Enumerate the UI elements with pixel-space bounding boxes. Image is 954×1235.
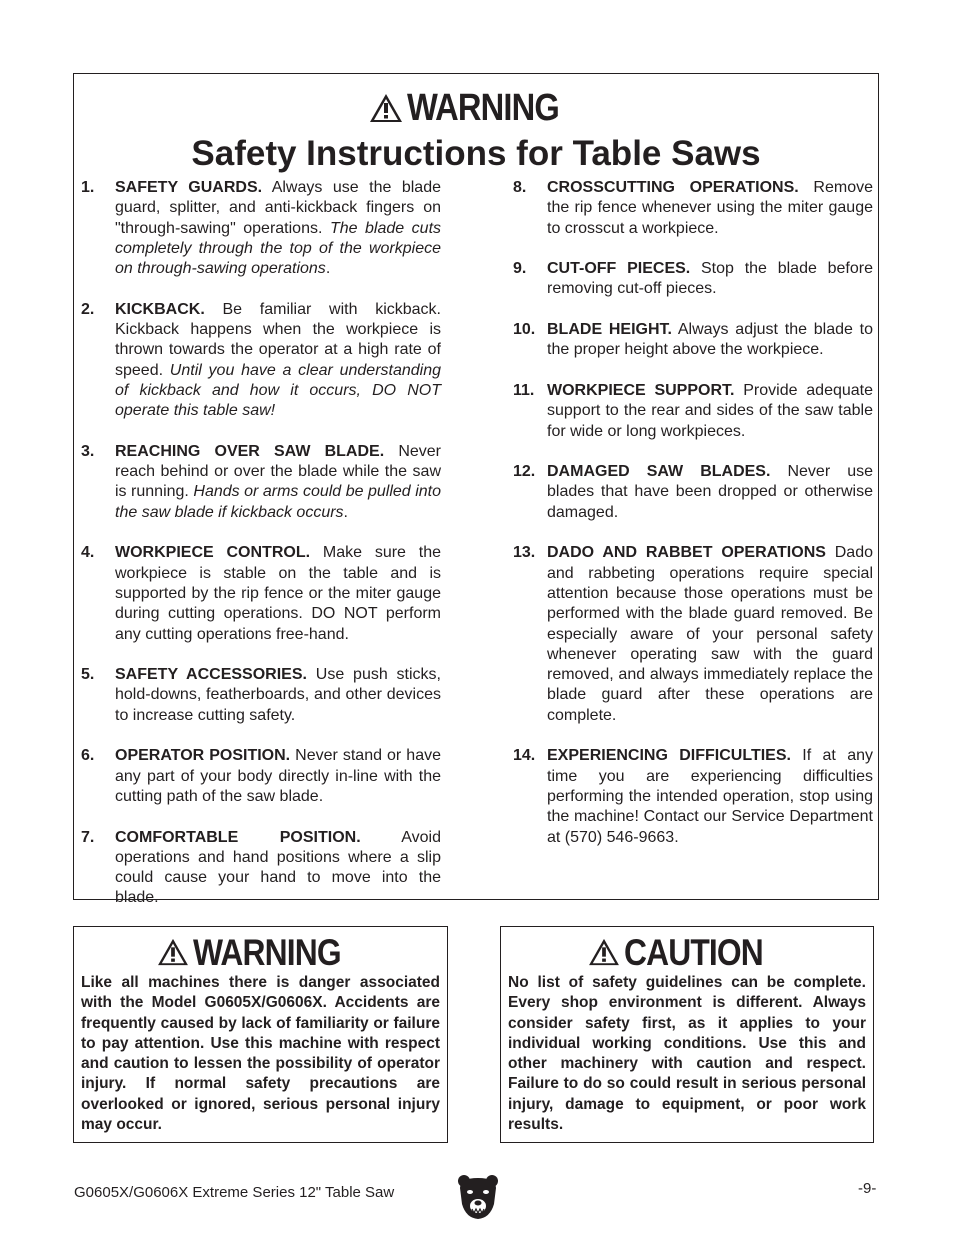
item-number: 12. [513, 463, 536, 481]
item-tail-text: . [325, 260, 331, 278]
item-spacer [81, 645, 441, 665]
instruction-item [81, 828, 441, 909]
caution-box-text: No list of safety guidelines can be complete. Every shop environment is different. Always consider safety first, as it applies to your individual working conditions. Use this and other machinery with caution and respect. Failure to do so could result in serious personal injury, damage to equipment, or poor work results. [508, 974, 866, 1134]
warning-header [74, 88, 878, 128]
caution-box-header [501, 933, 873, 971]
warning-box-header [74, 933, 447, 971]
instruction-item [513, 381, 873, 442]
warning-label: WARNING [406, 87, 559, 129]
item-spacer [81, 279, 441, 299]
item-heading: SAFETY GUARDS. [115, 179, 263, 196]
item-number: 10. [513, 321, 536, 339]
caution-triangle-icon [588, 938, 620, 966]
right-instruction-column [513, 178, 873, 848]
item-heading: SAFETY ACCESSORIES. [115, 666, 307, 684]
item-heading: EXPERIENCING DIFFICULTIES. [547, 747, 791, 765]
item-spacer [81, 422, 441, 442]
item-number: 13. [513, 544, 536, 562]
item-text: If at any time you are experiencing difficulties performing the intended operation, stop using the machine! Contact our Service Department at (570) 546-9663. [547, 747, 873, 846]
item-text: Provide adequate support to the rear and sides of the saw table for wide or long workpieces. [547, 381, 873, 440]
instruction-item [81, 300, 441, 422]
item-heading: BLADE HEIGHT. [547, 321, 672, 339]
item-spacer [513, 239, 873, 259]
item-text: Always use the blade guard, splitter, and anti-kickback fingers on "through-sawing" operations. [115, 179, 441, 237]
item-heading: OPERATOR POSITION. [115, 747, 291, 765]
item-heading: WORKPIECE SUPPORT. [547, 381, 735, 399]
item-text: Dado and rabbeting operations require special attention because those operations must be performed with the blade guard removed. Be especially aware of your personal safety whenever operating saw with the guard removed, and always immediately replace the blade guard after these operations are complete. [547, 544, 873, 724]
item-number: 2. [81, 300, 95, 318]
item-spacer [513, 523, 873, 543]
item-text: Use push sticks, hold-downs, featherboards, and other devices to increase cutting safety. [115, 666, 441, 724]
item-tail-text: . [343, 503, 348, 521]
instruction-item [513, 178, 873, 239]
item-number: 6. [81, 747, 95, 765]
item-heading: DADO AND RABBET OPERATIONS [547, 544, 826, 562]
item-text: Never use blades that have been dropped or otherwise damaged. [547, 463, 873, 521]
item-number: 7. [81, 828, 95, 846]
warning-box [73, 926, 448, 1143]
item-spacer [81, 726, 441, 746]
instruction-item [513, 746, 873, 847]
item-text: Remove the rip fence whenever using the miter gauge to crosscut a workpiece. [547, 179, 873, 237]
safety-instructions-box [73, 73, 879, 907]
item-number: 4. [81, 544, 95, 562]
warning-triangle-icon [157, 938, 189, 966]
item-spacer [81, 523, 441, 543]
item-spacer [513, 726, 873, 746]
page-title: Safety Instructions for Table Saws [191, 134, 761, 173]
item-heading: CUT-OFF PIECES. [547, 260, 691, 278]
item-text: Always adjust the blade to the proper height above the workpiece. [547, 321, 873, 359]
instruction-item [513, 543, 873, 726]
item-number: 8. [513, 179, 527, 196]
item-emphasis-text: Hands or arms could be pulled into the saw blade if kickback occurs [115, 483, 442, 521]
item-text: Never stand or have any part of your body directly in-line with the cutting path of the saw blade. [115, 747, 441, 805]
item-text: Be familiar with kickback. Kickback happens when the workpiece is thrown towards the operator at a high rate of speed. [115, 300, 441, 379]
item-heading: COMFORTABLE POSITION. [115, 828, 361, 846]
instruction-item [513, 320, 873, 361]
item-emphasis-text: Until you have a clear understanding of kickback and how it occurs, DO NOT operate this table saw! [115, 361, 442, 420]
item-number: 1. [81, 179, 95, 196]
item-number: 5. [81, 666, 95, 684]
item-spacer [513, 361, 873, 381]
footer-model-name: G0605X/G0606X Extreme Series 12" Table Saw [74, 1184, 395, 1201]
item-heading: CROSSCUTTING OPERATIONS. [547, 179, 799, 196]
caution-box [500, 926, 874, 1143]
item-spacer [513, 442, 873, 462]
warning-triangle-icon [369, 93, 403, 123]
caution-box-label: CAUTION [624, 931, 764, 973]
instruction-item [81, 746, 441, 807]
bear-logo-icon [456, 1172, 500, 1220]
item-number: 3. [81, 442, 95, 460]
item-heading: REACHING OVER SAW BLADE. [115, 442, 385, 460]
item-number: 9. [513, 260, 527, 278]
instruction-item [81, 442, 441, 523]
item-number: 11. [513, 381, 535, 399]
instruction-item [81, 543, 441, 644]
item-text: Never reach behind or over the blade while the saw is running. [115, 442, 442, 501]
item-heading: KICKBACK. [115, 300, 205, 318]
left-instruction-column [81, 178, 441, 909]
instruction-item [81, 178, 441, 279]
warning-box-text: Like all machines there is danger associated with the Model G0605X/G0606X. Accidents are frequently caused by lack of familiarity or failure to pay attention. Use this machine with respect and caution to lessen the possibility of operator injury. If normal safety precautions are overlooked or ignored, serious personal injury may occur. [81, 974, 440, 1134]
item-number: 14. [513, 747, 536, 765]
item-spacer [81, 807, 441, 827]
item-text: Avoid operations and hand positions where a slip could cause your hand to move into the blade. [115, 828, 441, 907]
instruction-item [513, 259, 873, 300]
item-text: Make sure the workpiece is stable on the table and is supported by the rip fence or the miter gauge during cutting operations. DO NOT perform any cutting operations free-hand. [115, 544, 441, 643]
item-spacer [513, 300, 873, 320]
item-text: Stop the blade before removing cut-off pieces. [547, 260, 873, 298]
item-emphasis-text: The blade cuts completely through the top of the workpiece on through-sawing operations [115, 219, 442, 278]
page-number: -9- [858, 1180, 877, 1197]
instruction-item [81, 665, 441, 726]
warning-box-label: WARNING [192, 931, 341, 973]
item-heading: WORKPIECE CONTROL. [115, 544, 311, 562]
item-heading: DAMAGED SAW BLADES. [547, 463, 771, 481]
instruction-item [513, 462, 873, 523]
